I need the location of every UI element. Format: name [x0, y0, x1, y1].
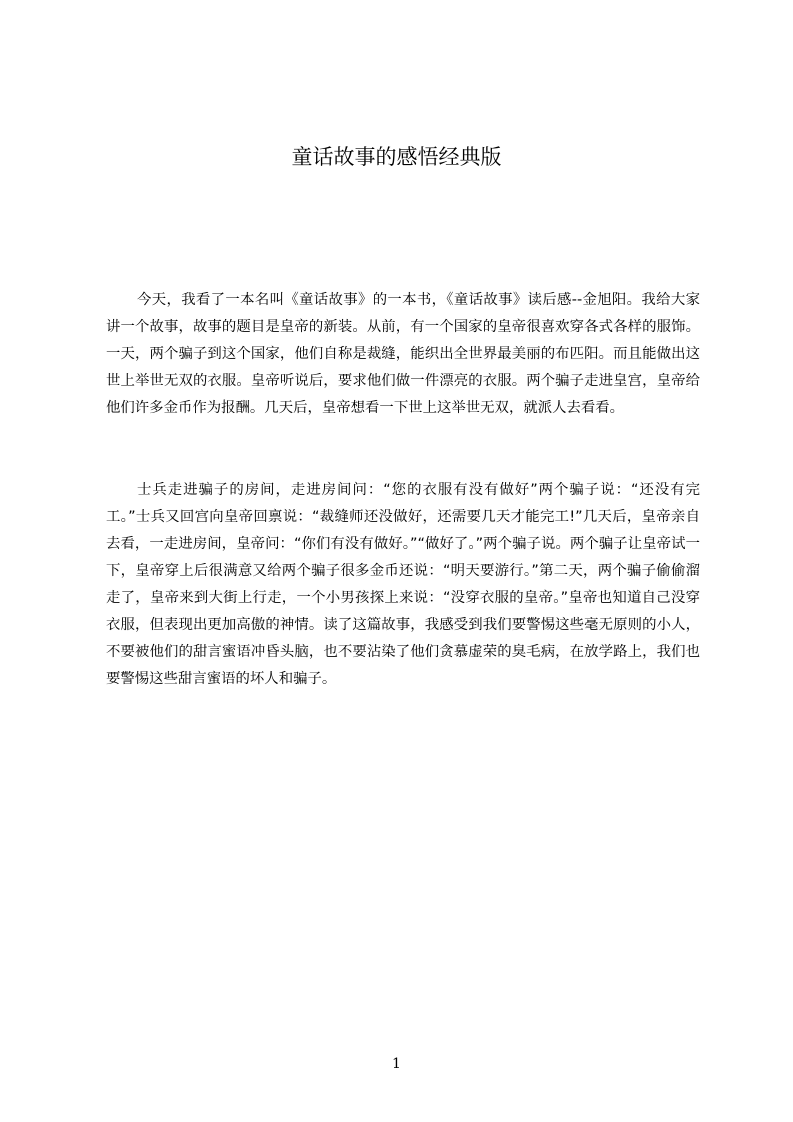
page-number: 1 — [392, 1056, 401, 1072]
paragraph-1: 今天，我看了一本名叫《童话故事》的一本书，《童话故事》读后感--金旭阳。我给大家讲一个故事，故事的题目是皇帝的新装。从前，有一个国家的皇帝很喜欢穿各式各样的服饰。一天，两个骗子到这个国家，他们自称是裁缝，能织出全世界最美丽的布匹阳。而且能做出这世上举世无双的衣服。皇帝听说后，要求他们做一件漂亮的衣服。两个骗子走进皇宫，皇帝给他们许多金币作为报酬。几天后，皇帝想看一下世上这举世无双，就派人去看看。 — [106, 292, 700, 416]
document-title: 童话故事的感悟经典版 — [291, 145, 502, 169]
paragraph-2: 士兵走进骗子的房间，走进房间问：“您的衣服有没有做好”两个骗子说：“还没有完工。”士兵又回宫向皇帝回禀说：“裁缝师还没做好，还需要几天才能完工!”几天后，皇帝亲自去看，一走进房间，皇帝问：“你们有没有做好。”“做好了。”两个骗子说。两个骗子让皇帝试一下，皇帝穿上后很满意又给两个骗子很多金币还说：“明天要游行。”第二天，两个骗子偷偷溜走了，皇帝来到大街上行走，一个小男孩探上来说：“没穿衣服的皇帝。”皇帝也知道自己没穿衣服，但表现出更加高傲的神情。读了这篇故事，我感受到我们要警惕这些毫无原则的小人，不要被他们的甜言蜜语冲昏头脑，也不要沾染了他们贪慕虚荣的臭毛病，在放学路上，我们也要警惕这些甜言蜜语的坏人和骗子。 — [106, 482, 700, 687]
